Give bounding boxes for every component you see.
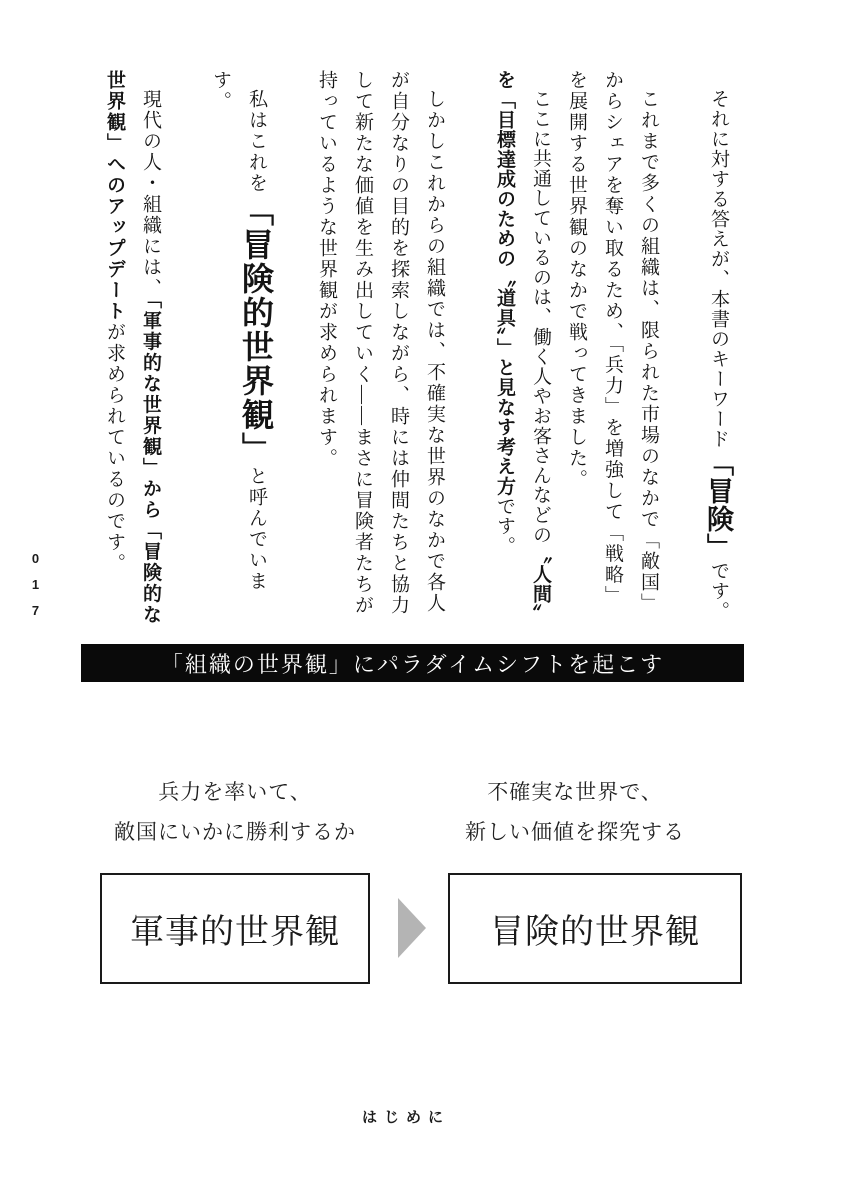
paragraph-naming [202,70,274,627]
chapter-title-footer: はじめに [361,1109,450,1126]
paragraph-future-organizations [308,70,452,627]
paradigm-shift-banner: 「組織の世界観」にパラダイムシフトを起こす [81,644,744,682]
paragraph-text: が求められているのです。 [104,322,125,574]
paragraph-text: それに対する答えが、本書のキーワード [708,89,729,449]
adventurous-worldview-caption [440,773,710,853]
keyword-bouken-emphasis: 「冒険」 [703,449,733,561]
intro-text-block [96,70,736,627]
caption-line: 新しい価値を探究する [465,821,685,844]
caption-line: 敵国にいかに勝利するか [114,821,356,844]
paragraph-past-organizations [558,70,666,627]
caption-line: 不確実な世界で、 [487,781,663,804]
paragraph-text: ここに共通しているのは、働く人やお客さんなどの [530,89,551,545]
paragraph-update [96,70,168,627]
tool-view-emphasis: 〝人間〟を「目標達成のための〝道具〟」と見なす考え方 [494,70,551,624]
paragraph-text: 私はこれを [246,89,267,194]
caption-line: 兵力を率いて、 [158,781,312,804]
adventurous-worldview-emphasis: 「冒険的世界観」 [238,194,274,466]
page-number: 017 [28,551,43,629]
right-triangle-arrow-icon [398,898,426,958]
paragraph-text: しかしこれからの組織では、不確実な世界のなかで各人が自分なりの目的を探索しながら、時には仲間たちと協力して新たな価値を生み出していく――まさに冒険者たちが持っているような世界観が求められます。 [316,70,445,616]
paragraph-text: 現代の人・組織には、 [140,89,161,299]
worldview-update-emphasis: 「軍事的な世界観」から「冒険的な世界観」へのアップデート [104,70,161,626]
paragraph-text: これまで多くの組織は、限られた市場のなかで「敵国」からシェアを奪い取るため、「兵力」を増強して「戦略」を展開する世界観のなかで戦ってきました。 [566,70,659,614]
military-worldview-box: 軍事的世界観 [100,873,370,984]
paragraph-text: です。 [708,561,729,621]
paragraph-text: と呼んでいます。 [210,70,267,592]
adventurous-worldview-box: 冒険的世界観 [448,873,742,984]
paragraph-text: です。 [494,496,515,556]
paragraph-common-view [486,70,558,627]
military-worldview-caption [100,773,370,853]
paragraph-keyword [700,70,736,627]
